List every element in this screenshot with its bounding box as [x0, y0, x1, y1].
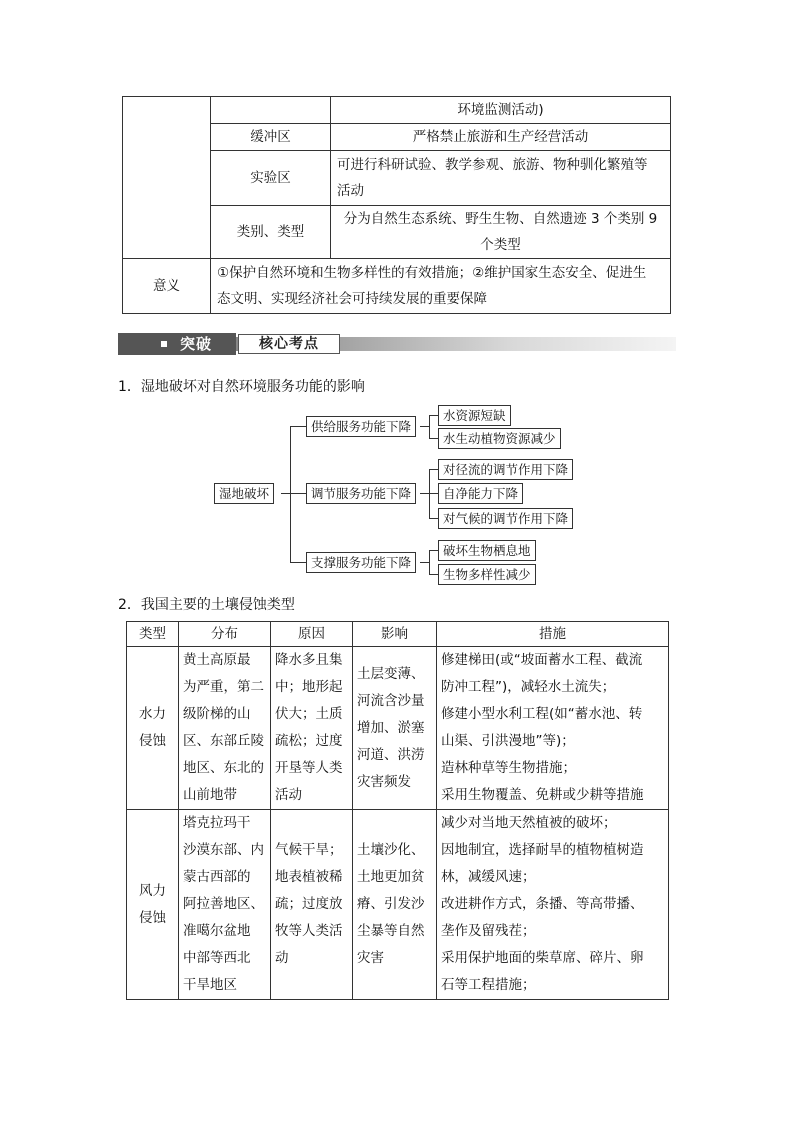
row-water-measures: 修建梯田(或“坡面蓄水工程、截流 防冲工程”)，减轻水土流失； 修建小型水利工程(如“蓄水池、转 山渠、引洪漫地”等)； 造林种草等生物措施； 采用生物覆盖、免耕或少耕等措施 [437, 647, 669, 810]
diagram-leaf: 对气候的调节作用下降 [438, 508, 573, 529]
banner-label-core: 核心考点 [259, 336, 319, 352]
row-wind-distribution: 塔克拉玛干 沙漠东部、内 蒙古西部的 阿拉善地区、 准噶尔盆地 中部等西北 干旱地区 [179, 810, 271, 1000]
header-measures: 措施 [437, 622, 669, 647]
category-text: 分为自然生态系统、野生生物、自然遗迹 3 个类别 9 个类型 [331, 206, 671, 259]
diagram-leaf: 水资源短缺 [438, 405, 511, 426]
row-wind-measures: 减少对当地天然植被的破坏； 因地制宜，选择耐旱的植物植树造 林，减缓风速； 改进耕作方式，条播、等高带播、 垄作及留残茬； 采用保护地面的柴草席、碎片、卵 石等工程措施； [437, 810, 669, 1000]
diagram-leaf: 水生动植物资源减少 [438, 428, 561, 449]
diagram-leaf: 对径流的调节作用下降 [438, 459, 573, 480]
diagram-root-box: 湿地破坏 [214, 483, 274, 504]
diagram-branch-regulation: 调节服务功能下降 [306, 483, 416, 504]
significance-text: ①保护自然环境和生物多样性的有效措施；②维护国家生态安全、促进生 态文明、实现经济社会可持续发展的重要保障 [211, 259, 671, 314]
section2-heading: 2．我国主要的土壤侵蚀类型 [118, 597, 295, 613]
diagram-branch-supply: 供给服务功能下降 [306, 416, 416, 437]
row-water-distribution: 黄土高原最 为严重，第二 级阶梯的山 区、东部丘陵 地区、东北的 山前地带 [179, 647, 271, 810]
banner-label-breakthrough: 突破 [180, 335, 213, 353]
row-wind-cause: 气候干旱； 地表植被稀 疏；过度放 牧等人类活 动 [271, 810, 353, 1000]
header-effect: 影响 [353, 622, 437, 647]
row-water-effect: 土层变薄、 河流含沙量 增加、淤塞 河道、洪涝 灾害频发 [353, 647, 437, 810]
header-distribution: 分布 [179, 622, 271, 647]
row-water-cause: 降水多且集 中；地形起 伏大；土质 疏松；过度 开垦等人类 活动 [271, 647, 353, 810]
diagram-branch-support: 支撑服务功能下降 [306, 552, 416, 573]
diagram-leaf: 破坏生物栖息地 [438, 540, 536, 561]
buffer-zone-label: 缓冲区 [211, 124, 331, 151]
experimental-zone-text: 可进行科研试验、教学参观、旅游、物种驯化繁殖等 活动 [331, 151, 671, 206]
category-label: 类别、类型 [211, 206, 331, 259]
row-water-type: 水力 侵蚀 [127, 647, 179, 810]
diagram-leaf: 生物多样性减少 [438, 564, 536, 585]
section1-heading: 1．湿地破坏对自然环境服务功能的影响 [118, 379, 365, 395]
erosion-table [126, 621, 669, 1000]
row-wind-effect: 土壤沙化、 土地更加贫 瘠、引发沙 尘暴等自然 灾害 [353, 810, 437, 1000]
row-wind-type: 风力 侵蚀 [127, 810, 179, 1000]
experimental-zone-label: 实验区 [211, 151, 331, 206]
significance-label: 意义 [123, 259, 211, 314]
buffer-zone-text: 严格禁止旅游和生产经营活动 [331, 124, 671, 151]
header-type: 类型 [127, 622, 179, 647]
core-zone-text: 环境监测活动) [331, 97, 671, 124]
diagram-leaf: 自净能力下降 [438, 483, 523, 504]
header-cause: 原因 [271, 622, 353, 647]
